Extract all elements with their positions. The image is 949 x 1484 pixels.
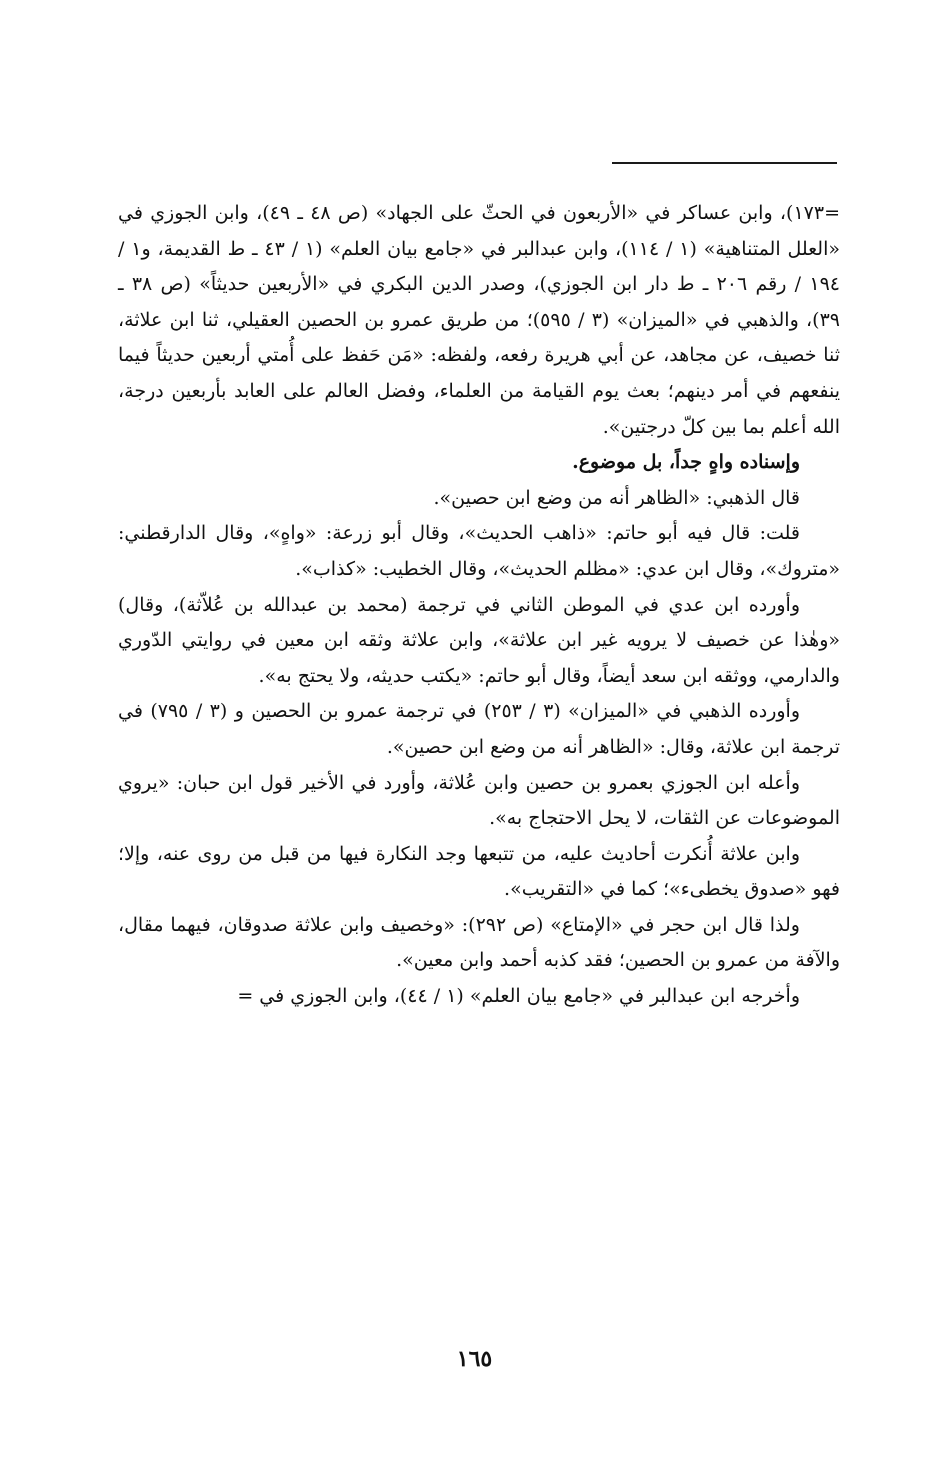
footnote-paragraph-1: =١٧٣)، وابن عساكر في «الأربعون في الحثّ على الجهاد» (ص ٤٨ ـ ٤٩)، وابن الجوزي في «العلل المتناهية» (١ / ١١٤)، وابن عبدالبر في «جامع بيان العلم» (١ / ٤٣ ـ ط القديمة، و١ / ١٩٤ / رقم ٢٠٦ ـ ط دار ابن الجوزي)، وصدر الدين البكري في «الأربعين حديثاً» (ص ٣٨ ـ ٣٩)، والذهبي في «الميزان» (٣ / ٥٩٥)؛ من طريق عمرو بن الحصين العقيلي، ثنا ابن علاثة، ثنا خصيف، عن مجاهد، عن أبي هريرة رفعه، ولفظه: «مَن حَفظ على أُمتي أربعين حديثاً فيما ينفعهم في أمر دينهم؛ بعث يوم القيامة من العلماء، وفضل العالم على العابد بأربعين درجة، الله أعلم بما بين كلّ درجتين». — [118, 202, 841, 438]
footnote-paragraph-9: ولذا قال ابن حجر في «الإمتاع» (ص ٢٩٢): «وخصيف وابن علاثة صدوقان، فيهما مقال، والآفة من عمرو بن الحصين؛ فقد كذبه أحمد وابن معين». — [118, 913, 840, 972]
page-number: ١٦٥ — [456, 1346, 493, 1372]
footnote-paragraph-10: وأخرجه ابن عبدالبر في «جامع بيان العلم» (١ / ٤٤)، وابن الجوزي في = — [237, 985, 800, 1008]
footnote-separator-rule — [612, 162, 837, 164]
footnote-text-block — [118, 196, 840, 1015]
footnote-paragraph-7: وأعله ابن الجوزي بعمرو بن حصين وابن عُلاثة، وأورد في الأخير قول ابن حبان: «يروي الموضوعات عن الثقات، لا يحل الاحتجاج به». — [118, 771, 840, 830]
footnote-paragraph-2-verdict: وإسناده واهٍ جداً، بل موضوع. — [572, 451, 800, 474]
footnote-paragraph-6: وأورده الذهبي في «الميزان» (٣ / ٢٥٣) في ترجمة عمرو بن الحصين و (٣ / ٧٩٥) في ترجمة ابن علاثة، وقال: «الظاهر أنه من وضع ابن حصين». — [118, 700, 840, 758]
footnote-paragraph-3: قال الذهبي: «الظاهر أنه من وضع ابن حصين». — [433, 486, 800, 509]
footnote-paragraph-8: وابن علاثة أُنكرت أحاديث عليه، من تتبعها وجد النكارة فيها من قبل من روى عنه، وإلا؛ فهو «صدوق يخطىء»؛ كما في «التقريب». — [118, 842, 840, 901]
footnote-paragraph-5: وأورده ابن عدي في الموطن الثاني في ترجمة (محمد بن عبدالله بن عُلاّثة)، وقال) «وهٰذا عن خصيف لا يرويه غير ابن علاثة»، وابن علاثة وثقه ابن معين في روايتي الدّوري والدارمي، ووثقه ابن سعد أيضاً، وقال أبو حاتم: «يكتب حديثه، ولا يحتج به». — [118, 593, 840, 687]
footnote-paragraph-4: قلت: قال فيه أبو حاتم: «ذاهب الحديث»، وقال أبو زرعة: «واهٍ»، وقال الدارقطني: «متروك»، وقال ابن عدي: «مظلم الحديث»، وقال الخطيب: «كذاب». — [118, 522, 840, 580]
